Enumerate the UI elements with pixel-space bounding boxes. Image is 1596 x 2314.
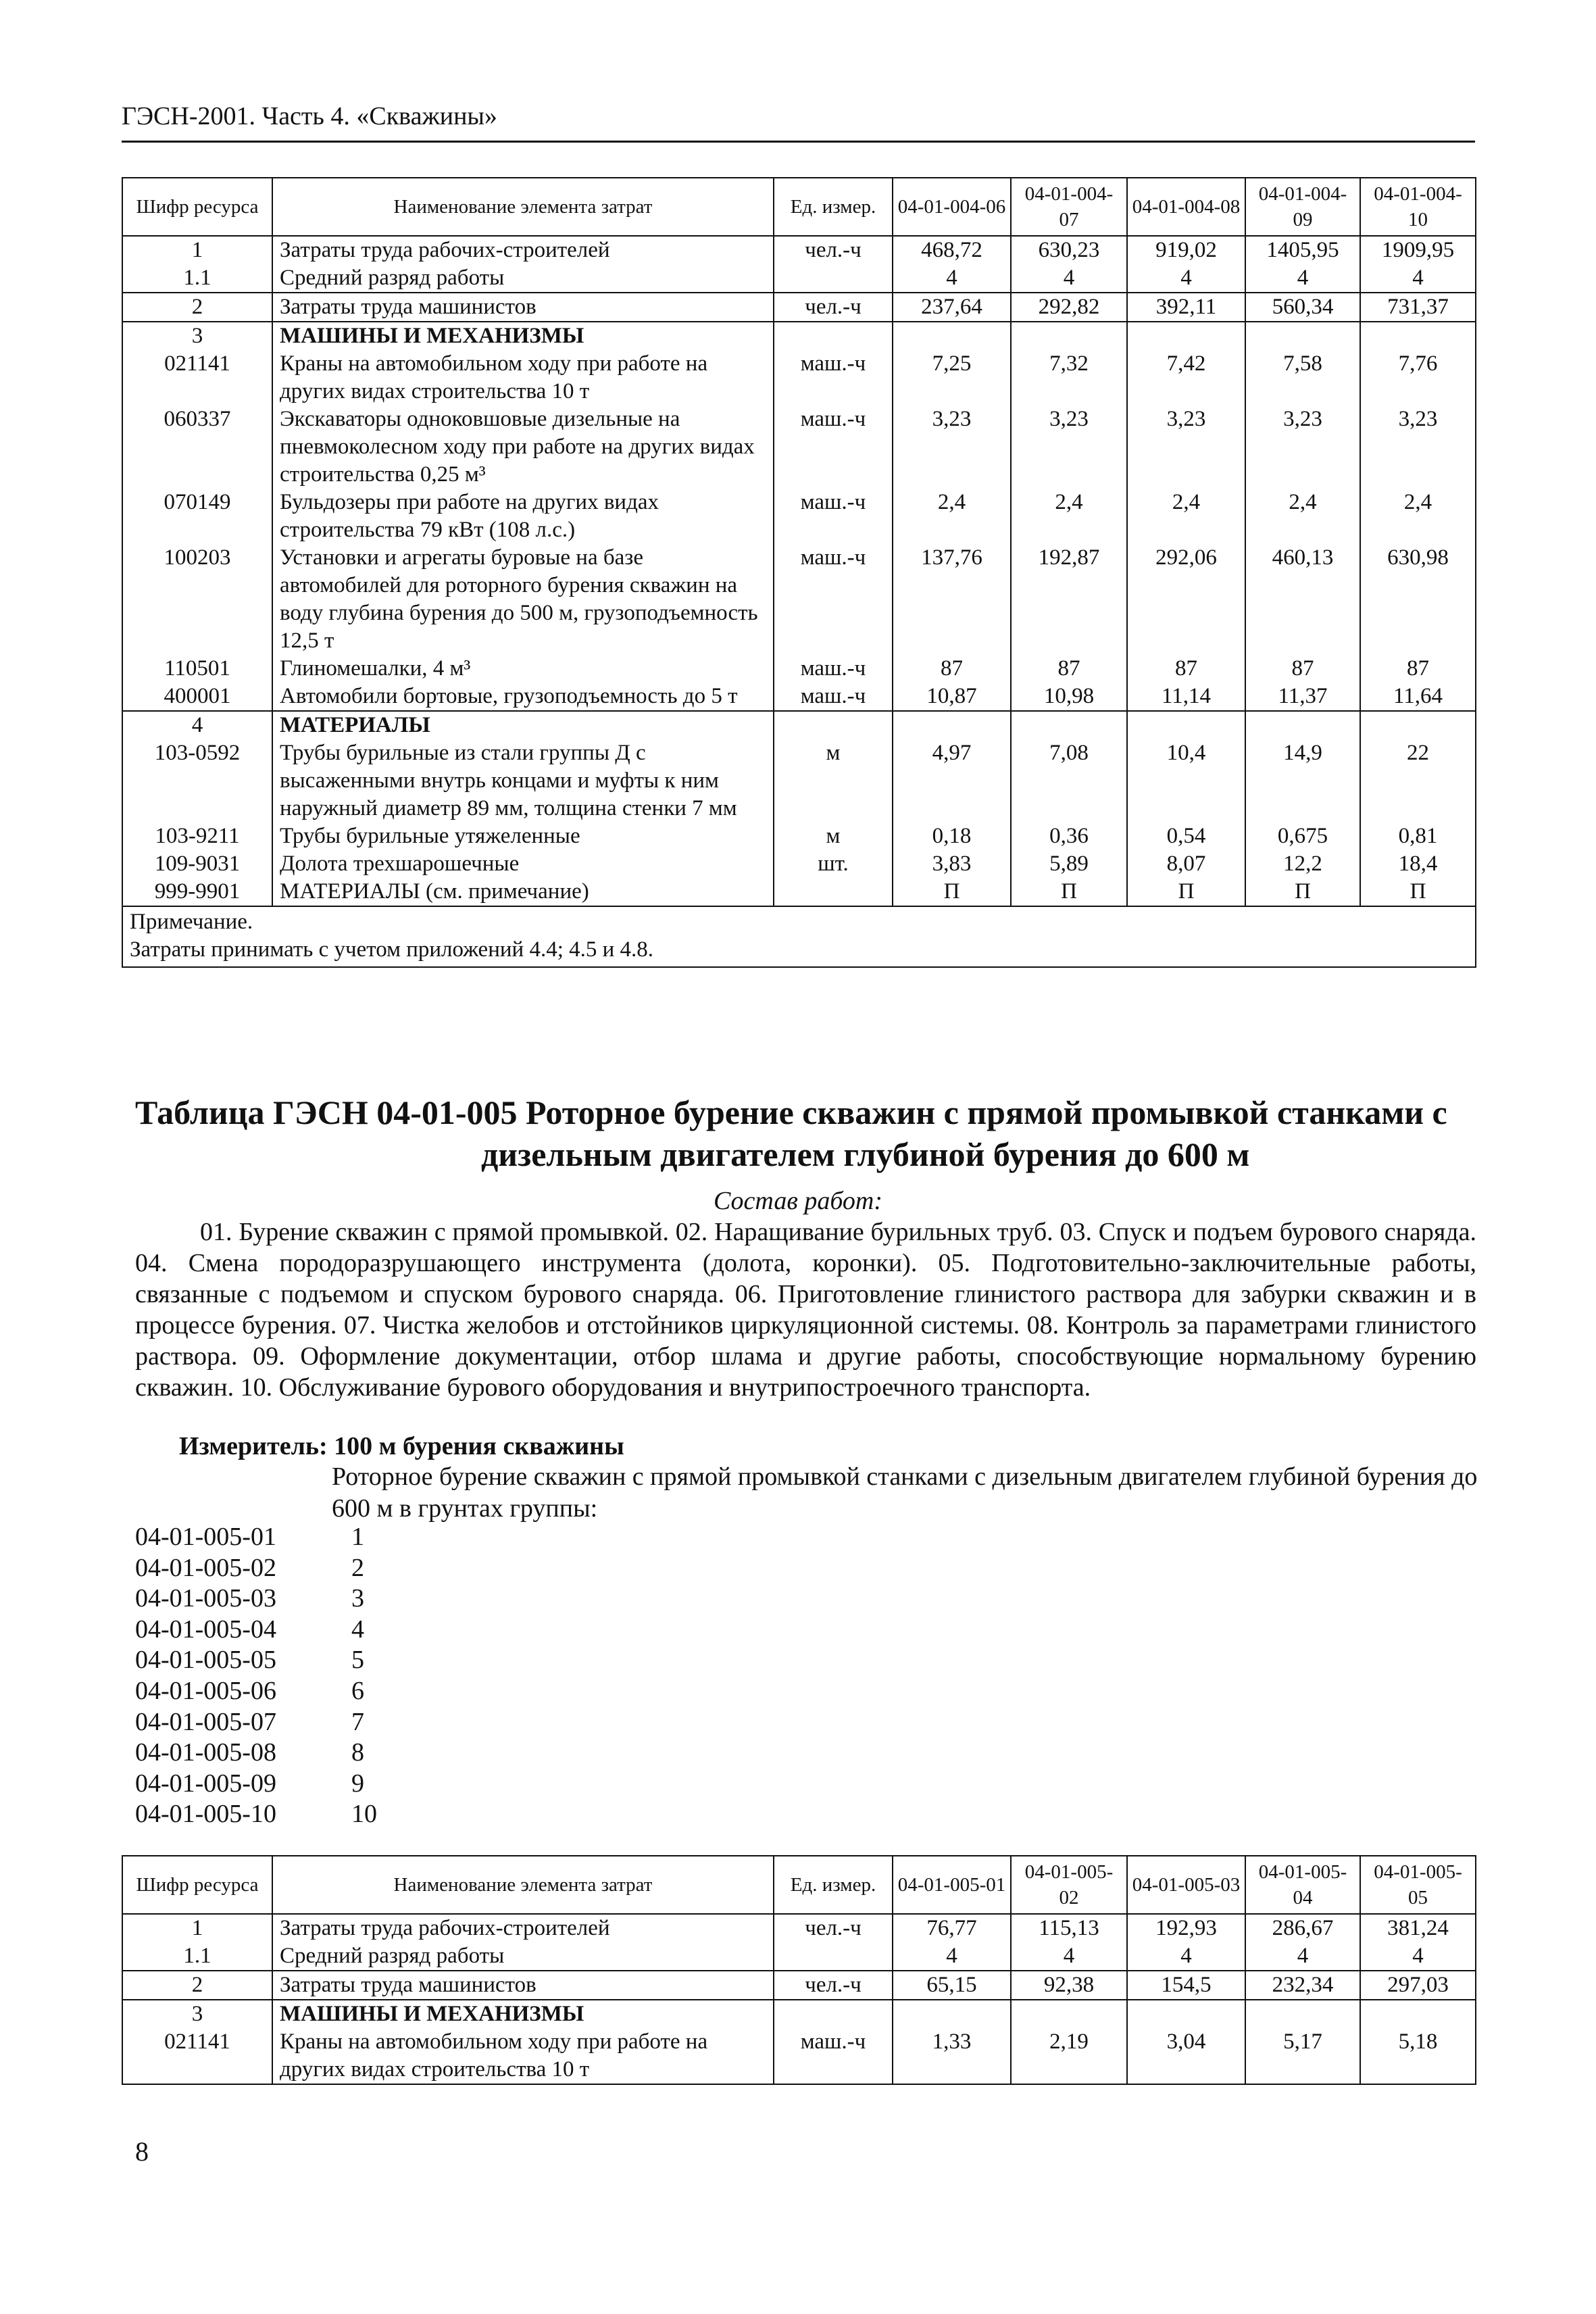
cell-value: П bbox=[1127, 878, 1245, 906]
cell-value bbox=[1127, 322, 1245, 350]
norm-code-row bbox=[135, 1769, 377, 1800]
cell-unit bbox=[774, 2000, 893, 2028]
cell-value: 10,98 bbox=[1011, 683, 1127, 711]
norm-code-row bbox=[135, 1522, 377, 1553]
cell-value: 14,9 bbox=[1245, 739, 1360, 822]
cell-value: 2,4 bbox=[1360, 489, 1476, 544]
cell-resource-code: 2 bbox=[122, 1971, 272, 2000]
cell-resource-code: 3 bbox=[122, 322, 272, 350]
cell-unit: маш.-ч bbox=[774, 2028, 893, 2084]
norm-code: 04-01-005-09 bbox=[135, 1769, 276, 1798]
cell-element-name: Затраты труда машинистов bbox=[272, 293, 774, 322]
cell-value: 115,13 bbox=[1011, 1914, 1127, 1942]
table-row bbox=[122, 1942, 1476, 1971]
norm-code: 04-01-005-06 bbox=[135, 1676, 276, 1705]
cell-resource-code: 103-0592 bbox=[122, 739, 272, 822]
cell-value: 0,675 bbox=[1245, 822, 1360, 850]
table-row bbox=[122, 2028, 1476, 2084]
cell-value: 4 bbox=[1360, 1942, 1476, 1971]
cell-value: 4,97 bbox=[893, 739, 1011, 822]
cell-element-name: МАШИНЫ И МЕХАНИЗМЫ bbox=[272, 322, 774, 350]
cell-element-name: Глиномешалки, 4 м³ bbox=[272, 655, 774, 683]
cell-unit: м bbox=[774, 739, 893, 822]
cell-unit: чел.-ч bbox=[774, 293, 893, 322]
cell-unit bbox=[774, 1942, 893, 1971]
cell-value: 3,23 bbox=[1360, 405, 1476, 489]
cell-value bbox=[1245, 2000, 1360, 2028]
cell-value: П bbox=[893, 878, 1011, 906]
table-row bbox=[122, 322, 1476, 350]
cell-value: П bbox=[1245, 878, 1360, 906]
norm-code-row bbox=[135, 1615, 377, 1646]
cell-unit bbox=[774, 322, 893, 350]
cell-value: П bbox=[1011, 878, 1127, 906]
norm-code-row bbox=[135, 1583, 377, 1615]
norm-code: 04-01-005-01 bbox=[135, 1523, 276, 1551]
cell-value: 11,37 bbox=[1245, 683, 1360, 711]
cell-value: 630,98 bbox=[1360, 544, 1476, 655]
cell-unit: чел.-ч bbox=[774, 236, 893, 264]
cell-element-name: Трубы бурильные из стали группы Д с высаженными внутрь концами и муфты к ним наружный диаметр 89 мм, толщина стенки 7 мм bbox=[272, 739, 774, 822]
cell-value bbox=[893, 2000, 1011, 2028]
cell-unit: маш.-ч bbox=[774, 683, 893, 711]
cell-value: 4 bbox=[1011, 264, 1127, 293]
cell-value: 381,24 bbox=[1360, 1914, 1476, 1942]
norm-code-row bbox=[135, 1676, 377, 1707]
cell-element-name: Автомобили бортовые, грузоподъемность до 5 т bbox=[272, 683, 774, 711]
cell-value: 2,4 bbox=[1127, 489, 1245, 544]
soil-group: 2 bbox=[351, 1553, 364, 1582]
cell-element-name: Затраты труда рабочих-строителей bbox=[272, 236, 774, 264]
norm-code-row bbox=[135, 1645, 377, 1676]
page-number: 8 bbox=[135, 2136, 149, 2167]
cell-value: 232,34 bbox=[1245, 1971, 1360, 2000]
norm-code: 04-01-005-08 bbox=[135, 1738, 276, 1767]
cell-value bbox=[1127, 711, 1245, 739]
cell-resource-code: 400001 bbox=[122, 683, 272, 711]
cell-value: 18,4 bbox=[1360, 850, 1476, 878]
cell-value: 3,04 bbox=[1127, 2028, 1245, 2084]
col-header-code: 04-01-004-08 bbox=[1127, 178, 1245, 236]
cell-element-name: Бульдозеры при работе на других видах строительства 79 кВт (108 л.с.) bbox=[272, 489, 774, 544]
title-line-1: Таблица ГЭСН 04-01-005 Роторное бурение скважин с прямой промывкой станками с bbox=[135, 1093, 1447, 1131]
soil-group: 3 bbox=[351, 1584, 364, 1613]
cell-value: 3,23 bbox=[893, 405, 1011, 489]
cell-element-name: Краны на автомобильном ходу при работе на других видах строительства 10 т bbox=[272, 350, 774, 405]
cell-value bbox=[1127, 2000, 1245, 2028]
cell-unit bbox=[774, 711, 893, 739]
col-header-shifr: Шифр ресурса bbox=[122, 1856, 272, 1914]
works-heading: Состав работ: bbox=[713, 1187, 883, 1215]
cell-resource-code: 4 bbox=[122, 711, 272, 739]
cell-value: 10,4 bbox=[1127, 739, 1245, 822]
soil-group: 10 bbox=[351, 1800, 377, 1829]
cell-value: 0,36 bbox=[1011, 822, 1127, 850]
col-header-shifr: Шифр ресурса bbox=[122, 178, 272, 236]
cell-value: 87 bbox=[893, 655, 1011, 683]
cell-value: 1405,95 bbox=[1245, 236, 1360, 264]
table-row bbox=[122, 683, 1476, 711]
cell-value: 11,64 bbox=[1360, 683, 1476, 711]
cell-element-name: Затраты труда рабочих-строителей bbox=[272, 1914, 774, 1942]
cell-resource-code: 999-9901 bbox=[122, 878, 272, 906]
table-row bbox=[122, 739, 1476, 822]
table-row bbox=[122, 1971, 1476, 2000]
soil-group: 1 bbox=[351, 1523, 364, 1551]
works-description: 01. Бурение скважин с прямой промывкой. 02. Наращивание бурильных труб. 03. Спуск и подъем бурового снаряда. 04. Смена породоразрушающего инструмента (долота, коронки). 05. Подготовительно-заключительные работы, связанные с подъемом и спуском бурового снаряда. 06. Приготовление глинистого раствора для забурки скважин и в процессе бурения. 07. Чистка желобов и отстойников циркуляционной системы. 08. Контроль за параметрами глинистого раствора. 09. Оформление документации, отбор шлама и другие работы, способствующие нормальному бурению скважин. 10. Обслуживание бурового оборудования и внутрипостроечного транспорта. bbox=[135, 1218, 1476, 1402]
cell-value: 8,07 bbox=[1127, 850, 1245, 878]
cell-value: 392,11 bbox=[1127, 293, 1245, 322]
col-header-name: Наименование элемента затрат bbox=[272, 178, 774, 236]
cell-resource-code: 110501 bbox=[122, 655, 272, 683]
table-row bbox=[122, 405, 1476, 489]
cell-value: 1909,95 bbox=[1360, 236, 1476, 264]
cell-value: 3,23 bbox=[1245, 405, 1360, 489]
cell-value: 11,14 bbox=[1127, 683, 1245, 711]
norm-description: Роторное бурение скважин с прямой промывкой станками с дизельным двигателем глубиной бурения до 600 м в грунтах группы: bbox=[332, 1462, 1478, 1523]
cell-resource-code: 021141 bbox=[122, 2028, 272, 2084]
col-header-code: 04-01-005-04 bbox=[1245, 1856, 1360, 1914]
cell-value: 560,34 bbox=[1245, 293, 1360, 322]
table-row bbox=[122, 878, 1476, 906]
col-header-code: 04-01-004-09 bbox=[1245, 178, 1360, 236]
cell-element-name: Долота трехшарошечные bbox=[272, 850, 774, 878]
cell-unit: маш.-ч bbox=[774, 489, 893, 544]
cell-element-name: МАТЕРИАЛЫ (см. примечание) bbox=[272, 878, 774, 906]
cell-value: 5,89 bbox=[1011, 850, 1127, 878]
cell-value bbox=[1360, 322, 1476, 350]
cell-value bbox=[1245, 711, 1360, 739]
cell-value: 154,5 bbox=[1127, 1971, 1245, 2000]
cell-resource-code: 060337 bbox=[122, 405, 272, 489]
cell-value: 4 bbox=[1127, 264, 1245, 293]
cell-value: 192,87 bbox=[1011, 544, 1127, 655]
norm-code-row bbox=[135, 1799, 377, 1830]
resource-table-005 bbox=[122, 1855, 1476, 2085]
cell-value: 4 bbox=[1245, 264, 1360, 293]
cell-value: 12,2 bbox=[1245, 850, 1360, 878]
cell-value bbox=[1011, 711, 1127, 739]
cell-resource-code: 070149 bbox=[122, 489, 272, 544]
cell-value: 87 bbox=[1011, 655, 1127, 683]
cell-value: 87 bbox=[1127, 655, 1245, 683]
col-header-unit: Ед. измер. bbox=[774, 1856, 893, 1914]
cell-value: 7,58 bbox=[1245, 350, 1360, 405]
cell-unit: чел.-ч bbox=[774, 1914, 893, 1942]
norm-code: 04-01-005-05 bbox=[135, 1646, 276, 1675]
col-header-code: 04-01-005-02 bbox=[1011, 1856, 1127, 1914]
cell-value: 0,81 bbox=[1360, 822, 1476, 850]
table-row bbox=[122, 822, 1476, 850]
cell-unit: м bbox=[774, 822, 893, 850]
table-row bbox=[122, 489, 1476, 544]
cell-element-name: Краны на автомобильном ходу при работе на других видах строительства 10 т bbox=[272, 2028, 774, 2084]
cell-value: 2,19 bbox=[1011, 2028, 1127, 2084]
norm-code: 04-01-005-10 bbox=[135, 1800, 276, 1829]
cell-value: 4 bbox=[1011, 1942, 1127, 1971]
norm-code: 04-01-005-07 bbox=[135, 1707, 276, 1736]
col-header-code: 04-01-005-03 bbox=[1127, 1856, 1245, 1914]
col-header-code: 04-01-004-06 bbox=[893, 178, 1011, 236]
resource-table-004 bbox=[122, 177, 1476, 968]
table-note bbox=[122, 906, 1476, 967]
cell-element-name: МАТЕРИАЛЫ bbox=[272, 711, 774, 739]
table-row bbox=[122, 850, 1476, 878]
cell-value: 4 bbox=[1245, 1942, 1360, 1971]
cell-element-name: МАШИНЫ И МЕХАНИЗМЫ bbox=[272, 2000, 774, 2028]
soil-group: 4 bbox=[351, 1615, 364, 1644]
col-header-code: 04-01-005-05 bbox=[1360, 1856, 1476, 1914]
col-header-code: 04-01-005-01 bbox=[893, 1856, 1011, 1914]
cell-value bbox=[1360, 2000, 1476, 2028]
cell-resource-code: 1.1 bbox=[122, 1942, 272, 1971]
cell-value: 731,37 bbox=[1360, 293, 1476, 322]
cell-value: 2,4 bbox=[1245, 489, 1360, 544]
cell-unit bbox=[774, 264, 893, 293]
cell-element-name: Средний разряд работы bbox=[272, 264, 774, 293]
cell-value: 4 bbox=[893, 1942, 1011, 1971]
norm-code-row bbox=[135, 1707, 377, 1738]
col-header-unit: Ед. измер. bbox=[774, 178, 893, 236]
table-row bbox=[122, 1914, 1476, 1942]
table-row bbox=[122, 655, 1476, 683]
cell-value: 192,93 bbox=[1127, 1914, 1245, 1942]
cell-element-name: Экскаваторы одноковшовые дизельные на пневмоколесном ходу при работе на других видах строительства 0,25 м³ bbox=[272, 405, 774, 489]
col-header-name: Наименование элемента затрат bbox=[272, 1856, 774, 1914]
cell-value: 87 bbox=[1245, 655, 1360, 683]
cell-element-name: Средний разряд работы bbox=[272, 1942, 774, 1971]
cell-unit bbox=[774, 878, 893, 906]
cell-value: 22 bbox=[1360, 739, 1476, 822]
table-row bbox=[122, 711, 1476, 739]
cell-unit: маш.-ч bbox=[774, 544, 893, 655]
soil-group: 9 bbox=[351, 1769, 364, 1798]
cell-value bbox=[1245, 322, 1360, 350]
table-body bbox=[122, 236, 1476, 906]
cell-value: 297,03 bbox=[1360, 1971, 1476, 2000]
soil-group: 5 bbox=[351, 1646, 364, 1675]
note-text: Затраты принимать с учетом приложений 4.4; 4.5 и 4.8. bbox=[130, 937, 654, 962]
table-row bbox=[122, 293, 1476, 322]
cell-value: 4 bbox=[1127, 1942, 1245, 1971]
cell-value: 1,33 bbox=[893, 2028, 1011, 2084]
table-row bbox=[122, 350, 1476, 405]
cell-value: П bbox=[1360, 878, 1476, 906]
cell-value: 630,23 bbox=[1011, 236, 1127, 264]
cell-value: 87 bbox=[1360, 655, 1476, 683]
cell-value: 76,77 bbox=[893, 1914, 1011, 1942]
measure-unit: Измеритель: 100 м бурения скважины bbox=[179, 1432, 624, 1460]
cell-value: 3,83 bbox=[893, 850, 1011, 878]
cell-value: 7,42 bbox=[1127, 350, 1245, 405]
cell-unit: шт. bbox=[774, 850, 893, 878]
table-row bbox=[122, 544, 1476, 655]
cell-value: 7,08 bbox=[1011, 739, 1127, 822]
col-header-code: 04-01-004-10 bbox=[1360, 178, 1476, 236]
cell-unit: маш.-ч bbox=[774, 655, 893, 683]
cell-value: 4 bbox=[893, 264, 1011, 293]
cell-value: 7,76 bbox=[1360, 350, 1476, 405]
cell-resource-code: 2 bbox=[122, 293, 272, 322]
table-title bbox=[135, 1091, 1476, 1175]
cell-resource-code: 109-9031 bbox=[122, 850, 272, 878]
cell-value: 5,17 bbox=[1245, 2028, 1360, 2084]
table-row bbox=[122, 236, 1476, 264]
cell-value bbox=[893, 322, 1011, 350]
cell-value: 137,76 bbox=[893, 544, 1011, 655]
norm-code-list bbox=[135, 1522, 377, 1830]
cell-value: 460,13 bbox=[1245, 544, 1360, 655]
cell-value: 3,23 bbox=[1011, 405, 1127, 489]
cell-resource-code: 021141 bbox=[122, 350, 272, 405]
cell-value: 237,64 bbox=[893, 293, 1011, 322]
cell-value: 65,15 bbox=[893, 1971, 1011, 2000]
table-body bbox=[122, 1914, 1476, 2084]
cell-value bbox=[1360, 711, 1476, 739]
cell-unit: маш.-ч bbox=[774, 405, 893, 489]
norm-code: 04-01-005-02 bbox=[135, 1553, 276, 1582]
col-header-code: 04-01-004-07 bbox=[1011, 178, 1127, 236]
cell-value: 0,54 bbox=[1127, 822, 1245, 850]
cell-value: 10,87 bbox=[893, 683, 1011, 711]
norm-code-row bbox=[135, 1553, 377, 1584]
soil-group: 8 bbox=[351, 1738, 364, 1767]
cell-element-name: Затраты труда машинистов bbox=[272, 1971, 774, 2000]
cell-value bbox=[1011, 322, 1127, 350]
cell-value: 919,02 bbox=[1127, 236, 1245, 264]
cell-value: 3,23 bbox=[1127, 405, 1245, 489]
cell-element-name: Установки и агрегаты буровые на базе автомобилей для роторного бурения скважин на воду глубина бурения до 500 м, грузоподъемность 12,5 т bbox=[272, 544, 774, 655]
cell-unit: маш.-ч bbox=[774, 350, 893, 405]
cell-value: 7,32 bbox=[1011, 350, 1127, 405]
cell-value bbox=[893, 711, 1011, 739]
cell-unit: чел.-ч bbox=[774, 1971, 893, 2000]
running-header: ГЭСН-2001. Часть 4. «Скважины» bbox=[122, 102, 497, 130]
table-row bbox=[122, 2000, 1476, 2028]
cell-value: 286,67 bbox=[1245, 1914, 1360, 1942]
cell-value: 5,18 bbox=[1360, 2028, 1476, 2084]
cell-value: 292,82 bbox=[1011, 293, 1127, 322]
cell-element-name: Трубы бурильные утяжеленные bbox=[272, 822, 774, 850]
cell-resource-code: 1.1 bbox=[122, 264, 272, 293]
table-row bbox=[122, 264, 1476, 293]
norm-code-row bbox=[135, 1738, 377, 1769]
norm-code: 04-01-005-03 bbox=[135, 1584, 276, 1613]
cell-value bbox=[1011, 2000, 1127, 2028]
cell-value: 7,25 bbox=[893, 350, 1011, 405]
note-title: Примечание. bbox=[130, 910, 253, 934]
cell-resource-code: 3 bbox=[122, 2000, 272, 2028]
cell-resource-code: 1 bbox=[122, 1914, 272, 1942]
cell-value: 2,4 bbox=[893, 489, 1011, 544]
norm-code: 04-01-005-04 bbox=[135, 1615, 276, 1644]
soil-group: 6 bbox=[351, 1676, 364, 1705]
cell-value: 92,38 bbox=[1011, 1971, 1127, 2000]
cell-value: 468,72 bbox=[893, 236, 1011, 264]
title-line-2: дизельным двигателем глубиной бурения до 600 м bbox=[481, 1135, 1250, 1173]
cell-value: 292,06 bbox=[1127, 544, 1245, 655]
soil-group: 7 bbox=[351, 1707, 364, 1736]
cell-resource-code: 1 bbox=[122, 236, 272, 264]
header-rule bbox=[122, 141, 1475, 143]
cell-resource-code: 100203 bbox=[122, 544, 272, 655]
cell-value: 0,18 bbox=[893, 822, 1011, 850]
cell-value: 2,4 bbox=[1011, 489, 1127, 544]
cell-value: 4 bbox=[1360, 264, 1476, 293]
cell-resource-code: 103-9211 bbox=[122, 822, 272, 850]
